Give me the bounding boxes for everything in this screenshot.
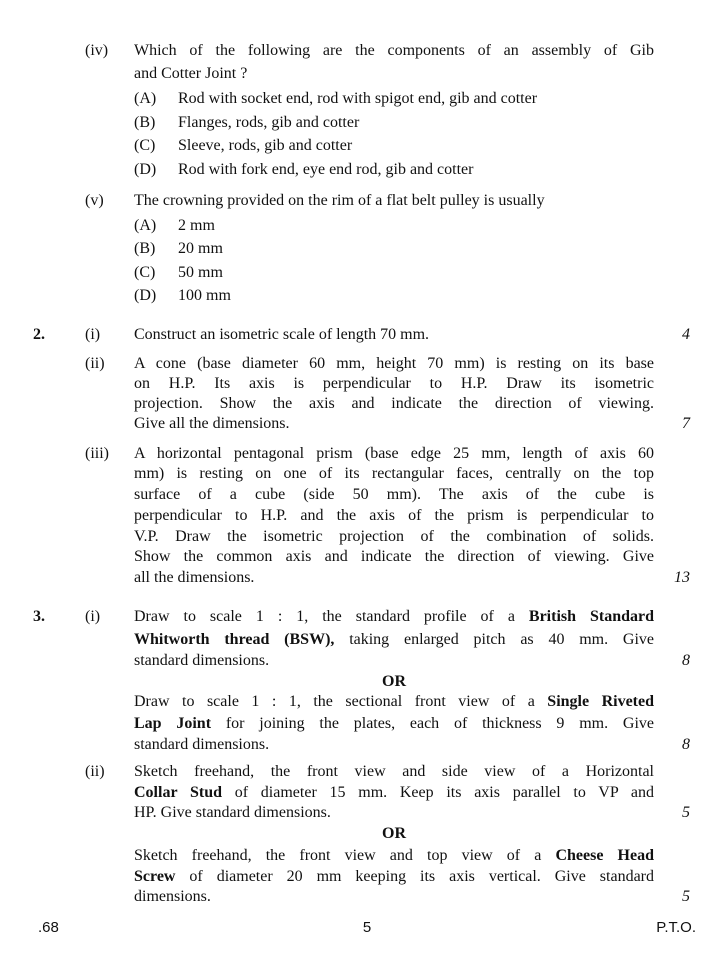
text-run: of diameter 15 mm. Keep its axis parallel to VP and [222, 784, 655, 801]
q2-ii-number: (ii) [85, 355, 105, 372]
text-run: of diameter 20 mm keeping its axis vertical. Give standard [175, 868, 654, 885]
question-number: 3. [33, 608, 45, 625]
option-text: 50 mm [178, 264, 223, 281]
pto-label: P.T.O. [656, 919, 696, 936]
bold-term: Screw [134, 868, 176, 885]
or-separator: OR [382, 825, 406, 842]
q2-i-text: Construct an isometric scale of length 70 mm. [134, 326, 430, 343]
q2-ii-line: A cone (base diameter 60 mm, height 70 mm) is resting on its base [134, 355, 654, 372]
q2-i-number: (i) [85, 326, 101, 343]
q2-iii-line: mm) is resting on one of its rectangular faces, centrally on the top [134, 465, 654, 482]
option-label: (A) [134, 217, 157, 234]
option-text: Sleeve, rods, gib and cotter [178, 137, 353, 154]
q2-iii-number: (iii) [85, 445, 109, 462]
q3-i-number: (i) [85, 608, 101, 625]
option-label: (B) [134, 240, 156, 257]
q1-v-stem: The crowning provided on the rim of a flat belt pulley is usually [134, 192, 545, 209]
marks: 4 [682, 326, 690, 343]
q1-iv-number: (iv) [85, 42, 109, 59]
q3-i-b-line2 [134, 714, 654, 734]
text-run: Draw to scale 1 : 1, the standard profile of a [134, 608, 529, 625]
q3-i-b-line3: standard dimensions. [134, 736, 270, 753]
q2-ii-line: Give all the dimensions. [134, 415, 290, 432]
option-label: (C) [134, 137, 156, 154]
q2-iii-line: V.P. Draw the isometric projection of the combination of solids. [134, 528, 654, 545]
or-separator: OR [382, 673, 406, 690]
paper-code: .68 [38, 919, 59, 936]
bold-term: Collar Stud [134, 784, 223, 801]
option-text: 100 mm [178, 287, 231, 304]
q2-iii-line: all the dimensions. [134, 569, 255, 586]
q3-ii-a-line1: Sketch freehand, the front view and side view of a Horizontal [134, 763, 654, 780]
q1-iv-stem-line: and Cotter Joint ? [134, 65, 248, 82]
option-text: 20 mm [178, 240, 223, 257]
option-label: (C) [134, 264, 156, 281]
option-label: (B) [134, 114, 156, 131]
q3-ii-number: (ii) [85, 763, 105, 780]
q2-iii-line: Show the common axis and indicate the direction of viewing. Give [134, 548, 654, 565]
q3-i-a-line3: standard dimensions. [134, 652, 270, 669]
question-number: 2. [33, 326, 45, 343]
q2-ii-line: on H.P. Its axis is perpendicular to H.P. Draw its isometric [134, 375, 654, 392]
option-text: Rod with socket end, rod with spigot end, gib and cotter [178, 90, 538, 107]
q2-iii-line: surface of a cube (side 50 mm). The axis of the cube is [134, 486, 654, 503]
bold-term: Single Riveted [547, 693, 655, 710]
marks: 5 [682, 888, 690, 905]
option-text: 2 mm [178, 217, 215, 234]
q2-iii-line: A horizontal pentagonal prism (base edge 25 mm, length of axis 60 [134, 445, 654, 462]
text-run: taking enlarged pitch as 40 mm. Give [334, 631, 655, 648]
q3-ii-b-line2 [134, 867, 654, 887]
q3-ii-a-line3: HP. Give standard dimensions. [134, 804, 331, 821]
option-label: (A) [134, 90, 157, 107]
q3-i-a-line2 [134, 630, 654, 650]
bold-term: Whitworth thread (BSW), [134, 631, 335, 648]
text-run: for joining the plates, each of thickness 9 mm. Give [211, 715, 655, 732]
marks: 7 [682, 415, 690, 432]
q3-i-a-line1 [134, 607, 654, 627]
marks: 8 [682, 736, 690, 753]
marks: 5 [682, 804, 690, 821]
page-number: 5 [362, 919, 372, 936]
bold-term: Cheese Head [555, 847, 654, 864]
text-run: Sketch freehand, the front view and top view of a [134, 847, 556, 864]
q3-ii-b-line1 [134, 846, 654, 866]
marks: 8 [682, 652, 690, 669]
bold-term: British Standard [528, 608, 654, 625]
text-run: Draw to scale 1 : 1, the sectional front view of a [134, 693, 548, 710]
q3-ii-b-line3: dimensions. [134, 888, 211, 905]
marks: 13 [674, 569, 690, 586]
q3-i-b-line1 [134, 692, 654, 712]
q3-ii-a-line2 [134, 783, 654, 803]
q1-v-number: (v) [85, 192, 104, 209]
option-label: (D) [134, 287, 157, 304]
option-text: Rod with fork end, eye end rod, gib and cotter [178, 161, 474, 178]
q1-iv-stem-line: Which of the following are the components of an assembly of Gib [134, 42, 654, 59]
bold-term: Lap Joint [134, 715, 212, 732]
option-label: (D) [134, 161, 157, 178]
q2-ii-line: projection. Show the axis and indicate the direction of viewing. [134, 395, 654, 412]
q2-iii-line: perpendicular to H.P. and the axis of the prism is perpendicular to [134, 507, 654, 524]
option-text: Flanges, rods, gib and cotter [178, 114, 360, 131]
